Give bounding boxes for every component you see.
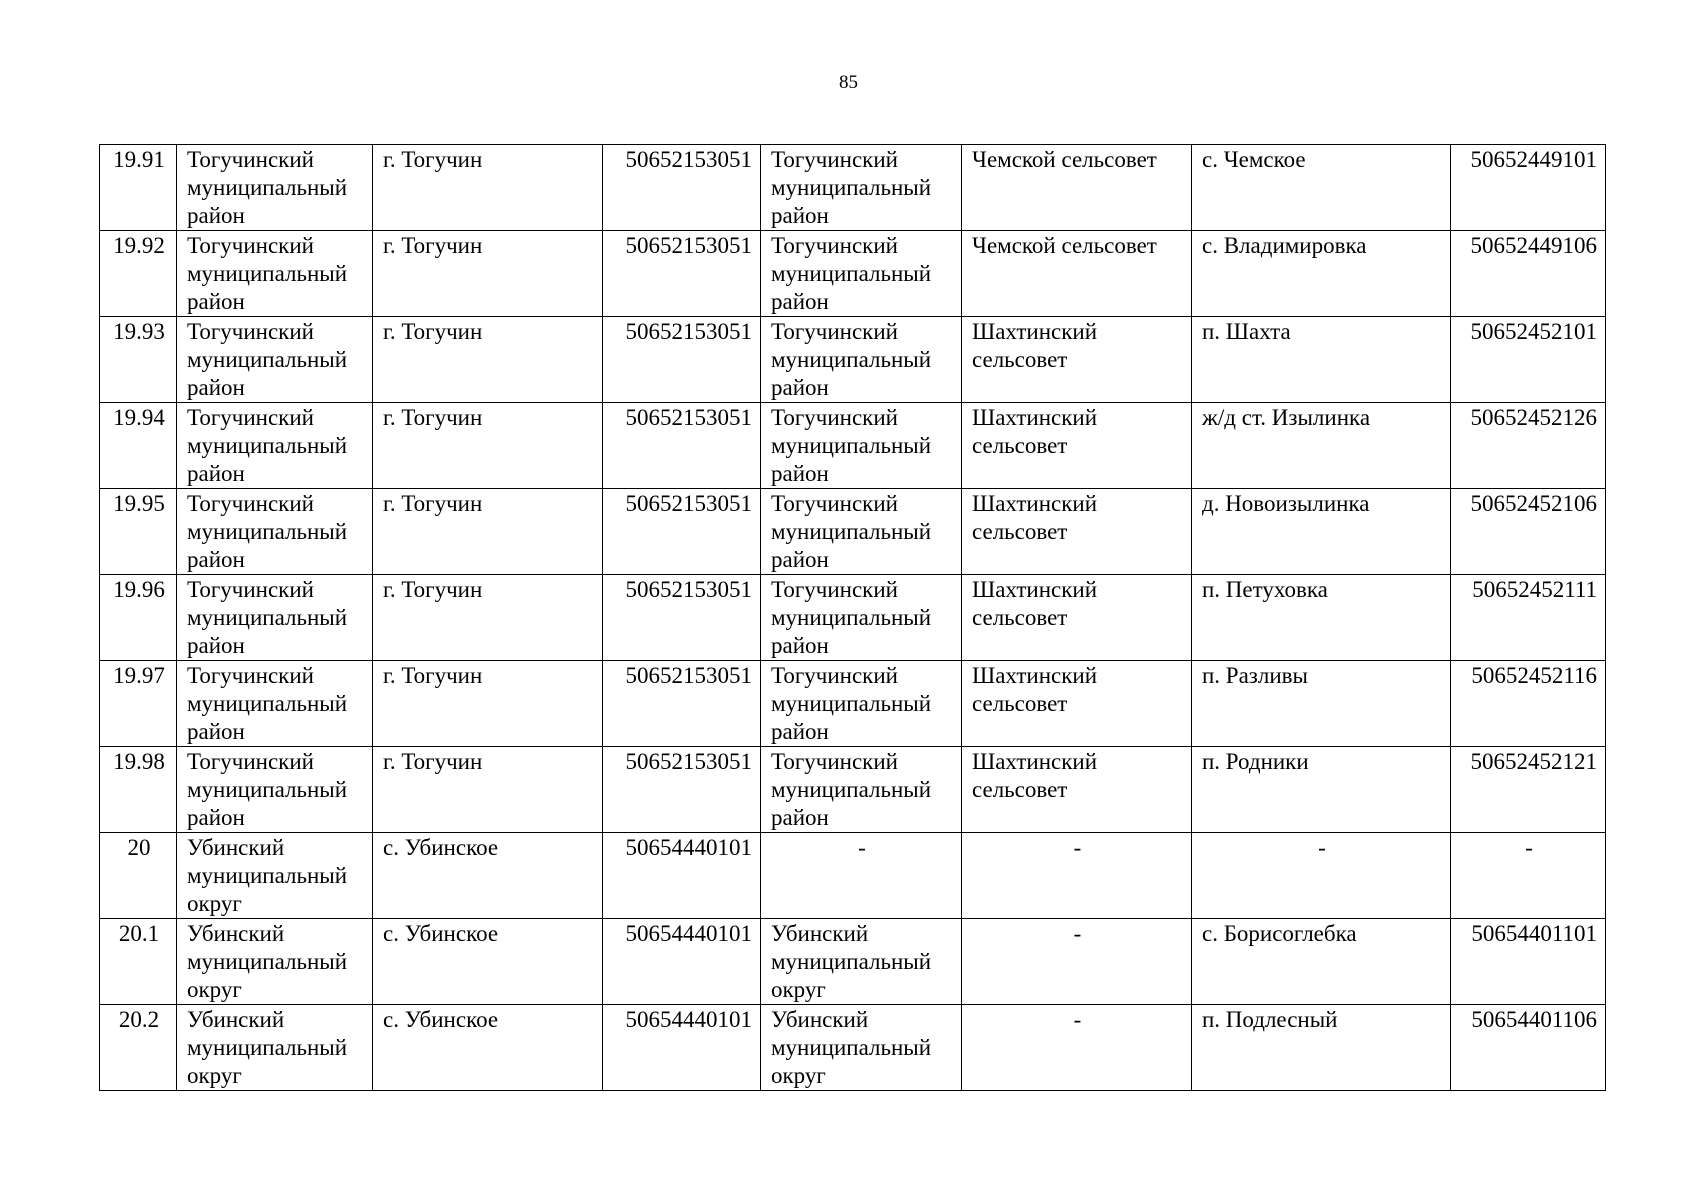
row-number-cell: 19.94: [100, 403, 177, 489]
municipality-cell: Тогучинский муниципальный район: [177, 317, 373, 403]
settlement-cell: п. Петуховка: [1192, 575, 1451, 661]
settlement-cell: п. Разливы: [1192, 661, 1451, 747]
table-row: [100, 575, 1606, 661]
district-cell: -: [761, 833, 962, 919]
admin-center-cell: г. Тогучин: [373, 575, 603, 661]
district-cell: Тогучинский муниципальный район: [761, 145, 962, 231]
settlement-council-cell: Чемской сельсовет: [962, 231, 1192, 317]
district-cell: Убинский муниципальный округ: [761, 1005, 962, 1091]
table-row: [100, 833, 1606, 919]
settlement-council-cell: Чемской сельсовет: [962, 145, 1192, 231]
municipality-cell: Тогучинский муниципальный район: [177, 575, 373, 661]
municipality-cell: Тогучинский муниципальный район: [177, 661, 373, 747]
settlement-cell: -: [1192, 833, 1451, 919]
table-row: [100, 145, 1606, 231]
settlement-code-cell: 50654401106: [1451, 1005, 1606, 1091]
settlement-council-cell: -: [962, 1005, 1192, 1091]
settlement-council-cell: Шахтинский сельсовет: [962, 489, 1192, 575]
municipality-cell: Убинский муниципальный округ: [177, 1005, 373, 1091]
settlement-code-cell: 50652449101: [1451, 145, 1606, 231]
row-number-cell: 20.2: [100, 1005, 177, 1091]
row-number-cell: 20.1: [100, 919, 177, 1005]
page-number: 85: [839, 72, 858, 93]
admin-center-code-cell: 50652153051: [603, 231, 761, 317]
settlement-cell: д. Новоизылинка: [1192, 489, 1451, 575]
row-number-cell: 19.95: [100, 489, 177, 575]
municipality-cell: Убинский муниципальный округ: [177, 919, 373, 1005]
settlement-cell: ж/д ст. Изылинка: [1192, 403, 1451, 489]
settlement-cell: п. Шахта: [1192, 317, 1451, 403]
district-cell: Тогучинский муниципальный район: [761, 489, 962, 575]
district-cell: Тогучинский муниципальный район: [761, 747, 962, 833]
settlement-council-cell: -: [962, 919, 1192, 1005]
municipality-cell: Убинский муниципальный округ: [177, 833, 373, 919]
settlement-code-cell: 50652452106: [1451, 489, 1606, 575]
admin-center-code-cell: 50654440101: [603, 919, 761, 1005]
table-row: [100, 489, 1606, 575]
settlement-code-cell: 50654401101: [1451, 919, 1606, 1005]
district-cell: Тогучинский муниципальный район: [761, 231, 962, 317]
row-number-cell: 19.98: [100, 747, 177, 833]
row-number-cell: 19.91: [100, 145, 177, 231]
district-cell: Убинский муниципальный округ: [761, 919, 962, 1005]
district-cell: Тогучинский муниципальный район: [761, 317, 962, 403]
admin-center-cell: с. Убинское: [373, 1005, 603, 1091]
table-row: [100, 231, 1606, 317]
settlement-cell: п. Родники: [1192, 747, 1451, 833]
admin-center-code-cell: 50652153051: [603, 317, 761, 403]
admin-center-cell: г. Тогучин: [373, 661, 603, 747]
admin-center-code-cell: 50652153051: [603, 403, 761, 489]
settlement-council-cell: Шахтинский сельсовет: [962, 403, 1192, 489]
municipality-cell: Тогучинский муниципальный район: [177, 489, 373, 575]
row-number-cell: 19.97: [100, 661, 177, 747]
row-number-cell: 19.92: [100, 231, 177, 317]
settlement-council-cell: Шахтинский сельсовет: [962, 317, 1192, 403]
table-row: [100, 317, 1606, 403]
table-row: [100, 919, 1606, 1005]
admin-center-code-cell: 50654440101: [603, 833, 761, 919]
municipality-cell: Тогучинский муниципальный район: [177, 403, 373, 489]
district-cell: Тогучинский муниципальный район: [761, 661, 962, 747]
admin-center-cell: с. Убинское: [373, 919, 603, 1005]
row-number-cell: 19.96: [100, 575, 177, 661]
admin-center-cell: с. Убинское: [373, 833, 603, 919]
municipality-cell: Тогучинский муниципальный район: [177, 145, 373, 231]
admin-center-code-cell: 50652153051: [603, 747, 761, 833]
settlement-council-cell: -: [962, 833, 1192, 919]
admin-center-cell: г. Тогучин: [373, 489, 603, 575]
admin-center-cell: г. Тогучин: [373, 145, 603, 231]
admin-center-cell: г. Тогучин: [373, 403, 603, 489]
municipality-cell: Тогучинский муниципальный район: [177, 747, 373, 833]
settlement-cell: с. Борисоглебка: [1192, 919, 1451, 1005]
settlement-code-cell: 50652452101: [1451, 317, 1606, 403]
settlement-cell: п. Подлесный: [1192, 1005, 1451, 1091]
settlement-council-cell: Шахтинский сельсовет: [962, 747, 1192, 833]
admin-center-cell: г. Тогучин: [373, 317, 603, 403]
district-cell: Тогучинский муниципальный район: [761, 575, 962, 661]
admin-center-code-cell: 50652153051: [603, 489, 761, 575]
row-number-cell: 20: [100, 833, 177, 919]
settlement-council-cell: Шахтинский сельсовет: [962, 575, 1192, 661]
admin-center-code-cell: 50652153051: [603, 661, 761, 747]
admin-center-code-cell: 50654440101: [603, 1005, 761, 1091]
admin-center-cell: г. Тогучин: [373, 747, 603, 833]
municipality-cell: Тогучинский муниципальный район: [177, 231, 373, 317]
table-row: [100, 1005, 1606, 1091]
settlement-code-cell: 50652452111: [1451, 575, 1606, 661]
district-cell: Тогучинский муниципальный район: [761, 403, 962, 489]
settlement-council-cell: Шахтинский сельсовет: [962, 661, 1192, 747]
admin-center-code-cell: 50652153051: [603, 145, 761, 231]
row-number-cell: 19.93: [100, 317, 177, 403]
settlement-code-cell: -: [1451, 833, 1606, 919]
settlement-code-cell: 50652452126: [1451, 403, 1606, 489]
table-body: [100, 145, 1606, 1091]
settlement-cell: с. Чемское: [1192, 145, 1451, 231]
table-row: [100, 403, 1606, 489]
admin-center-cell: г. Тогучин: [373, 231, 603, 317]
table-row: [100, 747, 1606, 833]
settlement-code-cell: 50652449106: [1451, 231, 1606, 317]
admin-center-code-cell: 50652153051: [603, 575, 761, 661]
table-row: [100, 661, 1606, 747]
settlement-table: [99, 144, 1606, 1091]
settlement-cell: с. Владимировка: [1192, 231, 1451, 317]
settlement-code-cell: 50652452116: [1451, 661, 1606, 747]
settlement-code-cell: 50652452121: [1451, 747, 1606, 833]
